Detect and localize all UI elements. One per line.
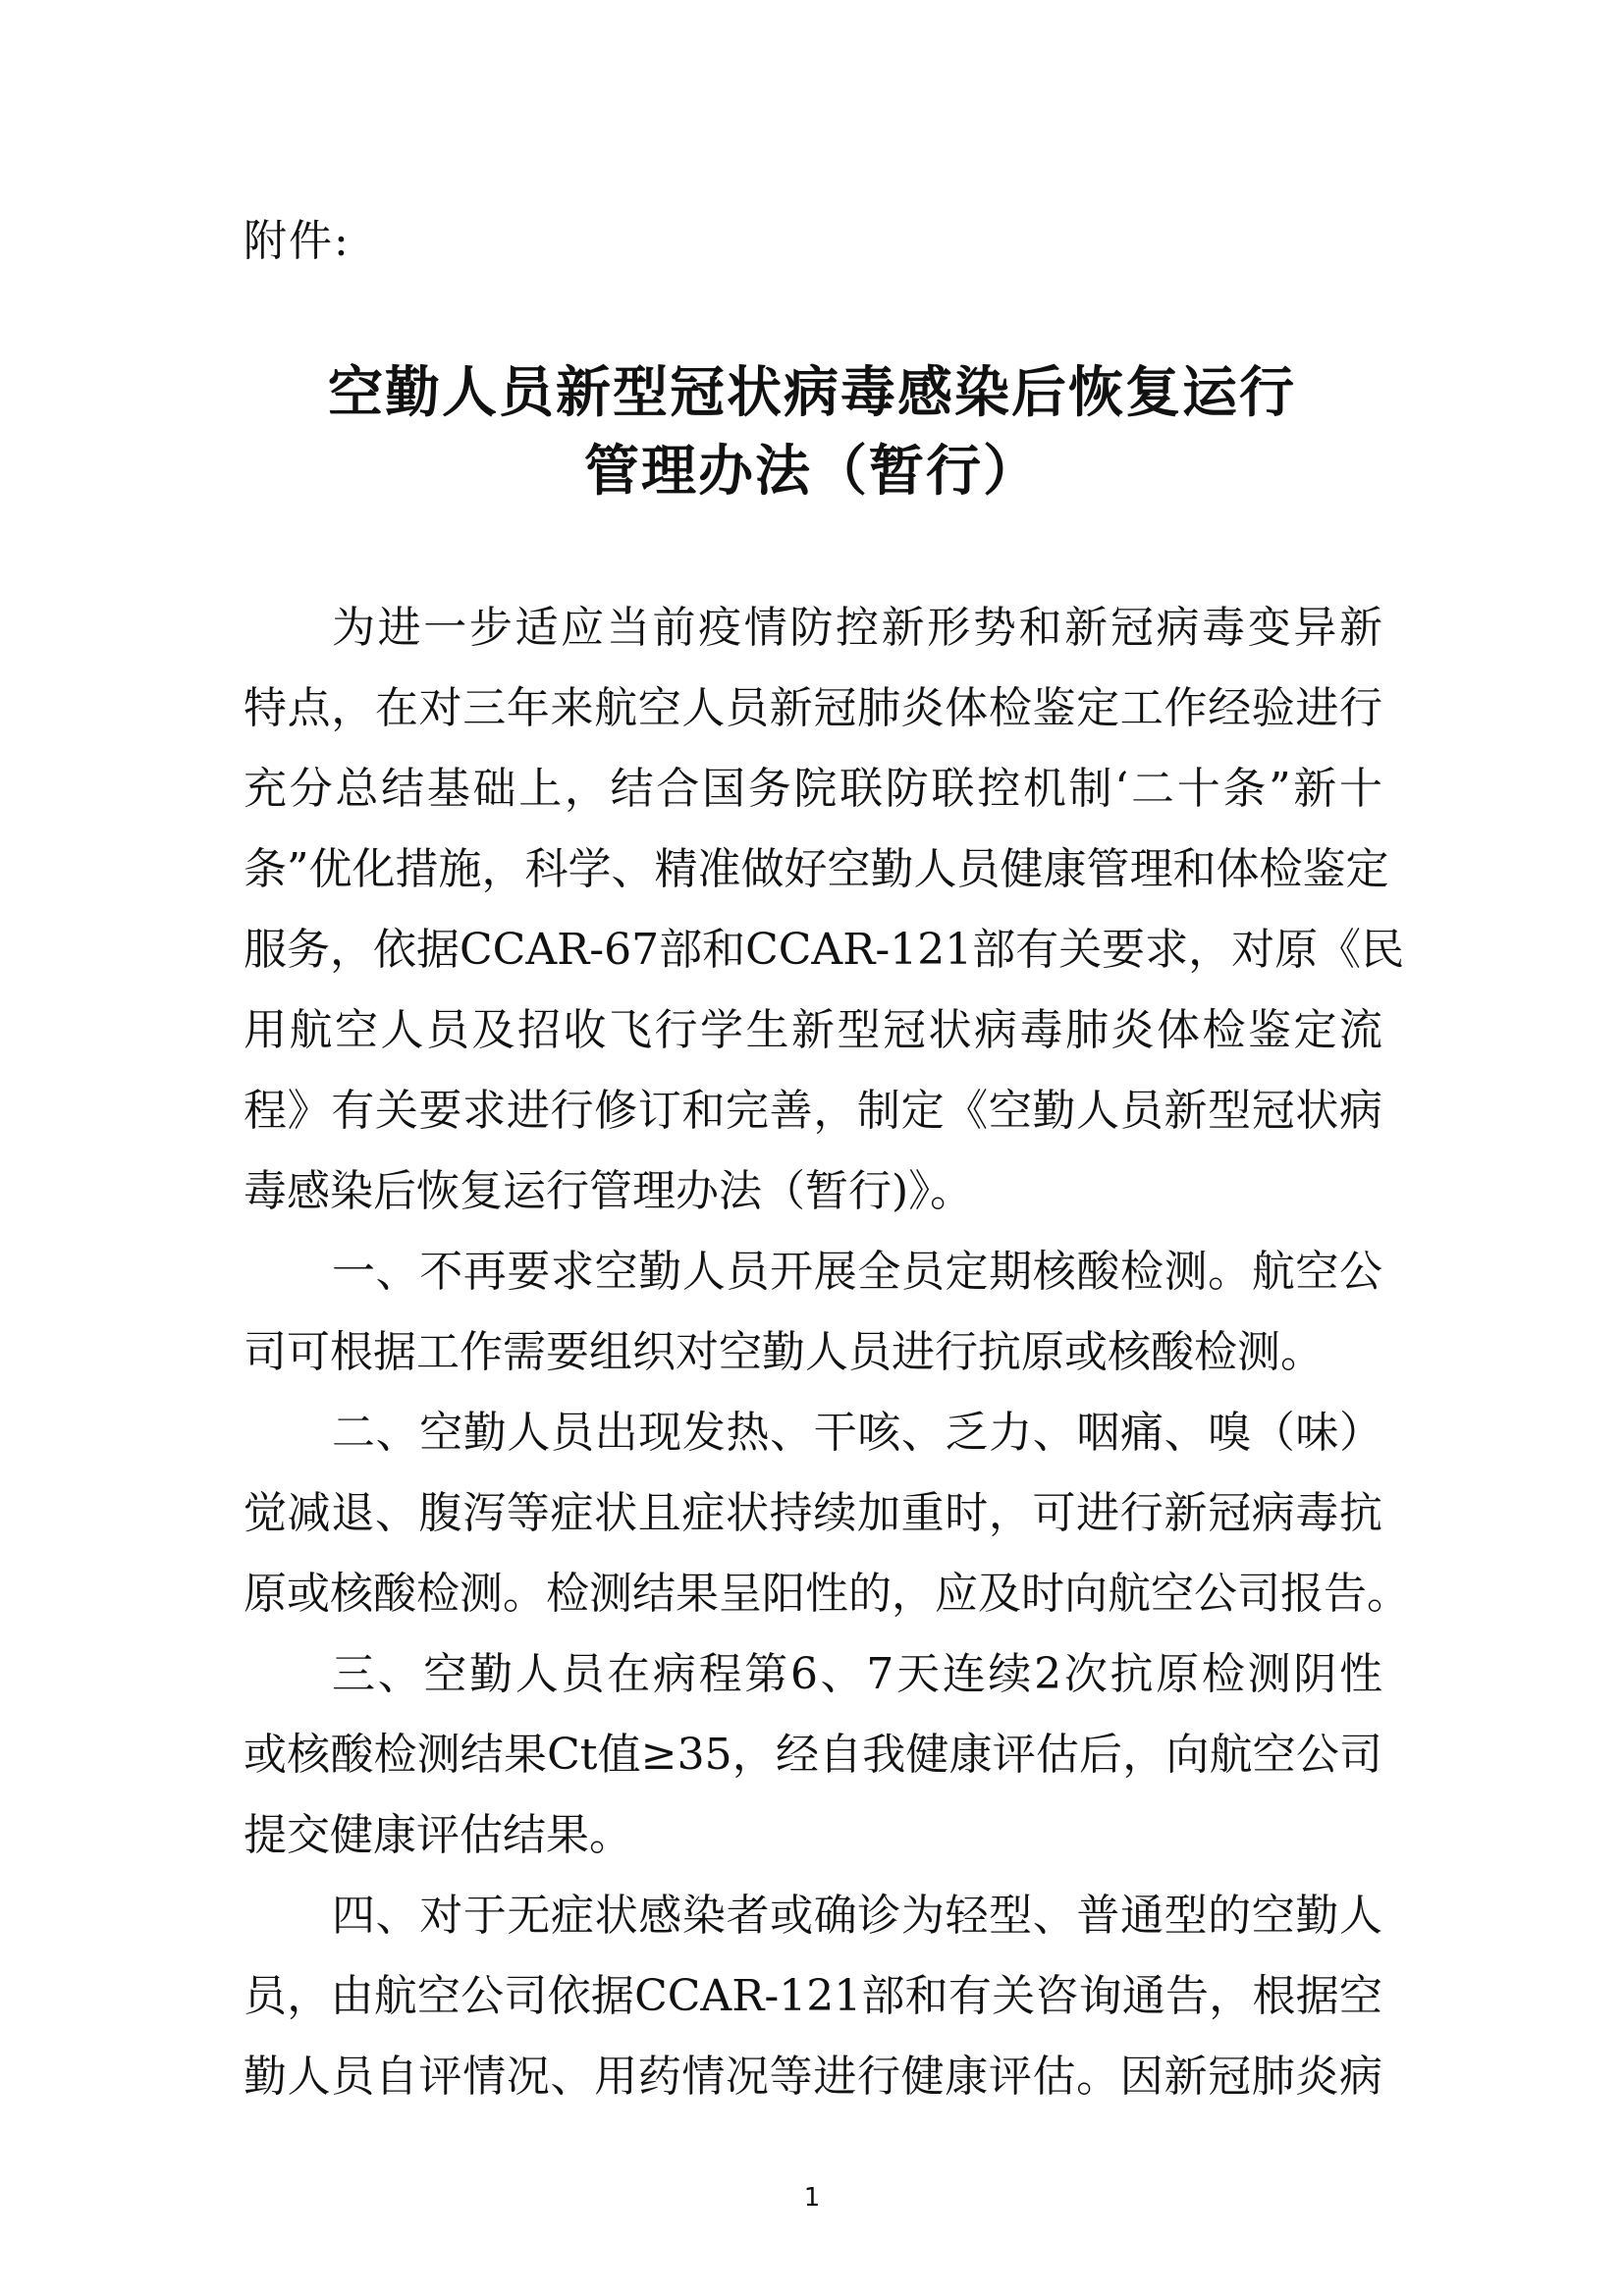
page-number: 1 [803,2183,821,2213]
item-four-line: 四、对于无症状感染者或确诊为轻型、普通型的空勤人 [332,1891,1382,1941]
intro-paragraph-line: 服务，依据CCAR-67部和CCAR-121部有关要求，对原《民 [244,925,1405,975]
item-two-line: 原或核酸检测。检测结果呈阳性的，应及时向航空公司报告。 [244,1569,1410,1619]
item-two-line: 二、空勤人员出现发热、干咳、乏力、咽痛、嗅（味） [332,1408,1382,1458]
item-three-line: 或核酸检测结果Ct值≥35，经自我健康评估后，向航空公司 [244,1730,1382,1780]
item-four-line: 勤人员自评情况、用药情况等进行健康评估。因新冠肺炎病 [244,2052,1382,2102]
item-one-line: 一、不再要求空勤人员开展全员定期核酸检测。航空公 [332,1247,1382,1297]
item-four-line: 员，由航空公司依据CCAR-121部和有关咨询通告，根据空 [244,1971,1382,2021]
document-title-line-1: 空勤人员新型冠状病毒感染后恢复运行 [328,361,1296,425]
attachment-label: 附件: [244,216,351,266]
intro-paragraph-line: 充分总结基础上，结合国务院联防联控机制‘二十条”新十 [244,764,1382,814]
intro-paragraph-line: 为进一步适应当前疫情防控新形势和新冠病毒变异新 [332,603,1382,653]
item-three-line: 提交健康评估结果。 [244,1810,632,1860]
item-two-line: 觉减退、腹泻等症状且症状持续加重时，可进行新冠病毒抗 [244,1488,1382,1538]
intro-paragraph-line: 用航空人员及招收飞行学生新型冠状病毒肺炎体检鉴定流 [244,1005,1382,1055]
item-three-line: 三、空勤人员在病程第6、7天连续2次抗原检测阴性 [332,1649,1382,1699]
intro-paragraph-line: 毒感染后恢复运行管理办法（暂行)》。 [244,1166,974,1216]
intro-paragraph-line: 特点，在对三年来航空人员新冠肺炎体检鉴定工作经验进行 [244,683,1382,733]
intro-paragraph-line: 条”优化措施，科学、精准做好空勤人员健康管理和体检鉴定 [244,844,1389,894]
document-title-line-2: 管理办法（暂行） [584,440,1040,504]
intro-paragraph-line: 程》有关要求进行修订和完善，制定《空勤人员新型冠状病 [244,1086,1382,1136]
item-one-line: 司可根据工作需要组织对空勤人员进行抗原或核酸检测。 [244,1327,1324,1377]
